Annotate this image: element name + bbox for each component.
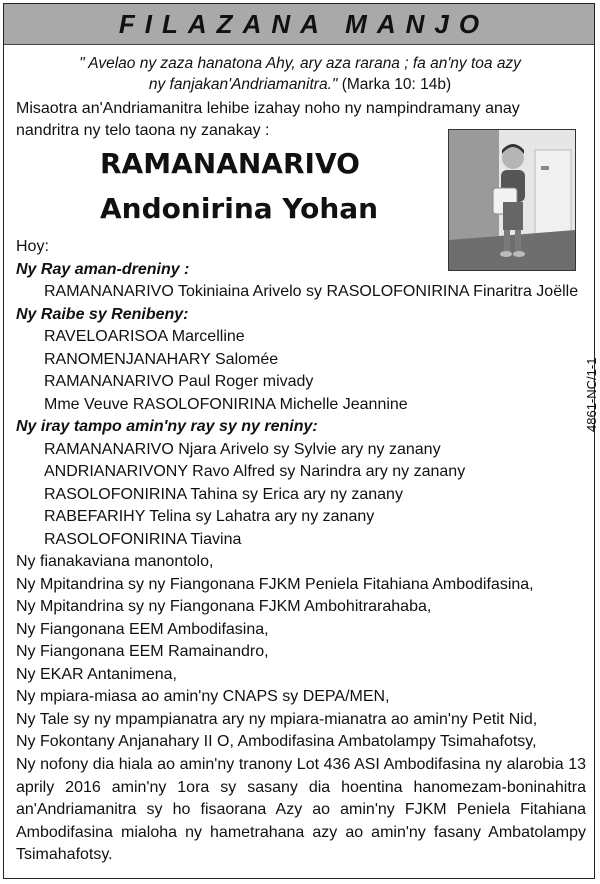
grandparent-item: RAVELOARISOA Marcelline [44,328,245,345]
quote-reference: (Marka 10: 14b) [337,76,452,93]
parents-names: RAMANANARIVO Tokiniaina Arivelo sy RASOLOFONIRINA Finaritra Joëlle [44,283,579,300]
other-item: Ny Fokontany Anjanahary II O, Ambodifasina Ambatolampy Tsimahafotsy, [16,733,537,750]
grandparent-item: Mme Veuve RASOLOFONIRINA Michelle Jeannine [44,396,408,413]
child-portrait-photo [448,129,576,271]
other-item: Ny Fiangonana EEM Ambodifasina, [16,621,269,638]
other-item: Ny fianakaviana manontolo, [16,553,214,570]
uncle-item: ANDRIANARIVONY Ravo Alfred sy Narindra ary ny zanany [44,463,466,480]
other-item: Ny mpiara-miasa ao amin'ny CNAPS sy DEPA/MEN, [16,688,390,705]
other-item: Ny Tale sy ny mpampianatra ary ny mpiara-mianatra ao amin'ny Petit Nid, [16,711,538,728]
deceased-given-names: Andonirina Yohan [100,192,379,225]
other-item: Ny Mpitandrina sy ny Fiangonana FJKM Peniela Fitahiana Ambodifasina, [16,576,534,593]
uncle-item: RASOLOFONIRINA Tahina sy Erica ary ny zanany [44,486,403,503]
grandparent-item: RANOMENJANAHARY Salomée [44,351,279,368]
uncle-item: RABEFARIHY Telina sy Lahatra ary ny zanany [44,508,375,525]
notice-title: FILAZANA MANJO [118,9,490,39]
bible-quote [0,53,600,95]
quote-line-1: " Avelao ny zaza hanatona Ahy, ary aza rarana ; fa an'ny toa azy [79,55,521,72]
parents-heading: Ny Ray aman-dreniny : [16,261,190,278]
hoy-label: Hoy: [16,238,49,255]
closing-paragraph: Ny nofony dia hiala ao amin'ny tranony Lot 436 ASI Ambodifasina ny alarobia 13 aprily 2016 amin'ny 1ora sy sasany dia hoentina hanomezam-boninahitra an'Andriamanitra sy ho fisaorana Azy ao amin'ny FJKM Peniela Fitahiana Ambodifasina mialoha ny hametrahana azy ao amin'ny fasany Ambatolampy Tsimahafotsy. [16,756,586,863]
quote-line-2: ny fanjakan'Andriamanitra." [148,76,338,93]
grandparent-item: RAMANANARIVO Paul Roger mivady [44,373,314,390]
uncle-item: RAMANANARIVO Njara Arivelo sy Sylvie ary ny zanany [44,441,441,458]
grandparents-heading: Ny Raibe sy Renibeny: [16,306,189,323]
intro-text: Misaotra an'Andriamanitra lehibe izahay noho ny nampindramany anay nandritra ny telo taona ny zanakay : [16,100,520,139]
deceased-surname: RAMANANARIVO [100,147,360,180]
notice-header [4,4,594,45]
ad-reference: 4861-NC/1-1 [584,357,599,432]
other-item: Ny Fiangonana EEM Ramainandro, [16,643,269,660]
photo-image [449,130,575,270]
other-item: Ny EKAR Antanimena, [16,666,177,683]
uncle-item: RASOLOFONIRINA Tiavina [44,531,242,548]
uncles-heading: Ny iray tampo amin'ny ray sy ny reniny: [16,418,318,435]
other-item: Ny Mpitandrina sy ny Fiangonana FJKM Ambohitrarahaba, [16,598,432,615]
